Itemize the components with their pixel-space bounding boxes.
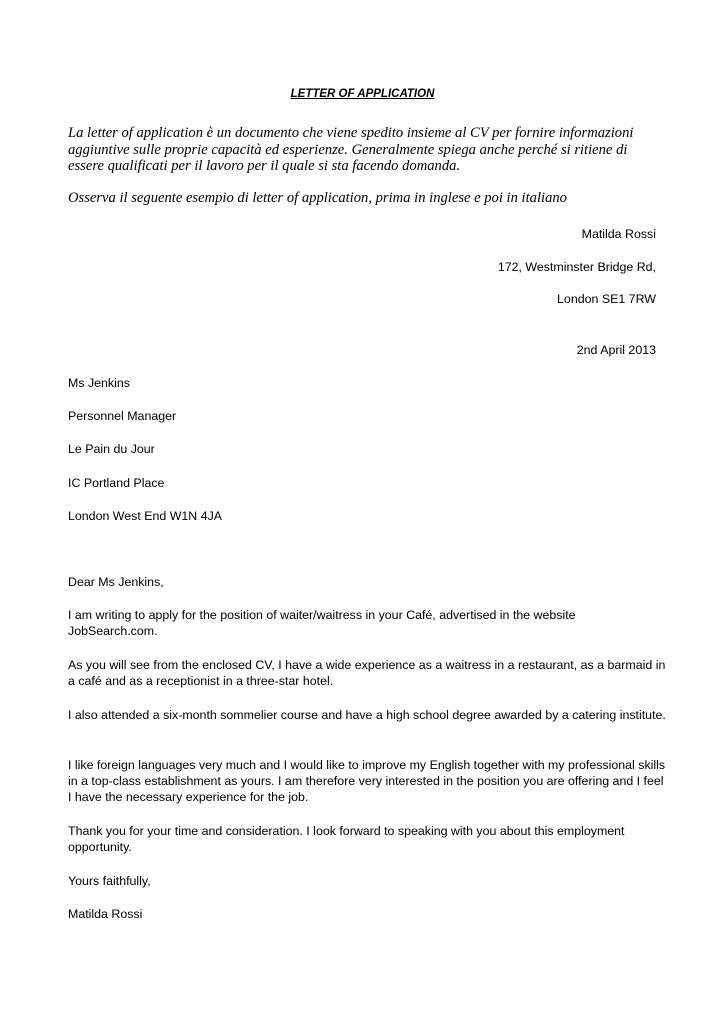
- signature: Matilda Rossi: [68, 907, 143, 921]
- letter-date: 2nd April 2013: [576, 343, 656, 357]
- sender-address-line1: 172, Westminster Bridge Rd,: [497, 260, 656, 274]
- letter-paragraph: As you will see from the enclosed CV, I have a wide experience as a waitress in a restaurant, as a barmaid in a café and as a receptionist in a three-star hotel.: [68, 658, 666, 688]
- recipient-position: Personnel Manager: [68, 409, 177, 423]
- recipient-company: Le Pain du Jour: [68, 442, 155, 456]
- intro-instruction: Osserva il seguente esempio di letter of application, prima in inglese e poi in italiano: [68, 190, 567, 206]
- salutation: Dear Ms Jenkins,: [68, 575, 164, 589]
- letter-paragraph: I am writing to apply for the position of waiter/waitress in your Café, advertised in the website JobSearch.com.: [68, 608, 576, 638]
- sender-name: Matilda Rossi: [581, 227, 656, 241]
- document-title: LETTER OF APPLICATION: [290, 88, 435, 100]
- letter-paragraph: I also attended a six-month sommelier course and have a high school degree awarded by a catering institute.: [68, 708, 666, 722]
- sender-address-line2: London SE1 7RW: [557, 292, 656, 306]
- recipient-address-line2: London West End W1N 4JA: [68, 509, 223, 523]
- intro-paragraph: La letter of application è un documento che viene spedito insieme al CV per fornire informazioni aggiuntive sulle proprie capacità ed esperienze. Generalmente spiega anche perché si ritiene di essere qualificati per il lavoro per il quale si sta facendo domanda.: [68, 125, 634, 174]
- closing: Yours faithfully,: [68, 874, 151, 888]
- recipient-name: Ms Jenkins: [68, 376, 130, 390]
- letter-paragraph: Thank you for your time and consideration. I look forward to speaking with you about this employment opportunity.: [68, 824, 625, 854]
- recipient-address-line1: IC Portland Place: [68, 476, 165, 490]
- letter-paragraph: I like foreign languages very much and I would like to improve my English together with my professional skills in a top-class establishment as yours. I am therefore very interested in the position you are offering and I feel I have the necessary experience for the job.: [68, 758, 666, 804]
